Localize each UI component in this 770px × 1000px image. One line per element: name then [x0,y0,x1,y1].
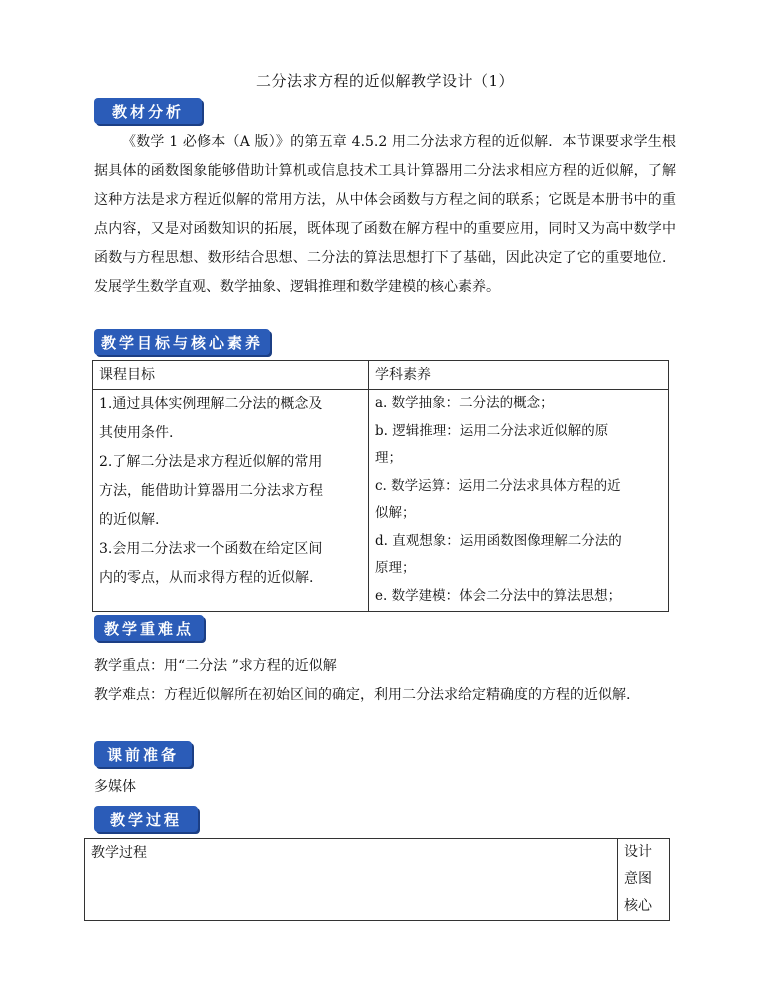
literacy-line: 似解； [375,505,416,521]
section-heading-process: 教学过程 [94,806,198,832]
course-goal-line: 方法，能借助计算器用二分法求方程 [99,483,323,499]
literacy-line: 理； [375,450,402,466]
literacy-line: c. 数学运算：运用二分法求具体方程的近 [375,477,621,494]
course-goal-line: 的近似解. [99,512,160,528]
literacy-line: e. 数学建模：体会二分法中的算法思想； [375,587,622,604]
course-goal-line: 内的零点，从而求得方程的近似解. [99,570,314,586]
course-goal-line: 2.了解二分法是求方程近似解的常用 [99,454,323,470]
process-header-design [618,839,670,921]
difficult-point-text: 教学难点：方程近似解所在初始区间的确定，利用二分法求给定精确度的方程的近似解. [94,687,631,703]
literacy-line: a. 数学抽象：二分法的概念； [375,395,554,411]
goals-header-literacy: 学科素养 [369,361,669,390]
section-heading-goals: 教学目标与核心素养 [94,329,270,355]
literacy-line: b. 逻辑推理：运用二分法求近似解的原 [375,422,609,439]
goals-literacy-cell [369,390,669,612]
page-title: 二分法求方程的近似解教学设计（1） [255,72,515,90]
section-heading-key-points: 教学重难点 [94,615,204,641]
goals-header-course: 课程目标 [93,361,369,390]
literacy-line: 原理； [375,560,416,576]
analysis-paragraph: 《数学 1 必修本（A 版）》的第五章 4.5.2 用二分法求方程的近似解．本节课要求学生根据具体的函数图象能够借助计算机或信息技术工具计算器用二分法求相应方程的近似解，了解这种方法是求方程近似解的常用方法，从中体会函数与方程之间的联系；它既是本册书中的重点内容，又是对函数知识的拓展，既体现了函数在解方程中的重要应用，同时又为高中数学中函数与方程思想、数形结合思想、二分法的算法思想打下了基础，因此决定了它的重要地位．发展学生数学直观、数学抽象、逻辑推理和数学建模的核心素养。 [94,134,676,295]
process-table [84,838,670,921]
course-goal-line: 1.通过具体实例理解二分法的概念及 [99,396,323,412]
section-heading-analysis: 教材分析 [94,98,202,124]
design-header-line: 设计 [624,844,652,860]
design-header-line: 意图 [624,871,652,887]
key-point-text: 教学重点：用“二分法 ”求方程的近似解 [94,658,337,674]
literacy-line: d. 直观想象：运用函数图像理解二分法的 [375,532,622,549]
goals-course-cell [93,390,369,612]
process-header-main: 教学过程 [85,839,618,921]
goals-table [92,360,669,612]
course-goal-line: 其使用条件. [99,425,174,441]
prep-text: 多媒体 [94,779,136,795]
course-goal-line: 3.会用二分法求一个函数在给定区间 [99,541,323,557]
design-header-line: 核心 [624,898,652,914]
section-heading-prep: 课前准备 [94,741,192,767]
